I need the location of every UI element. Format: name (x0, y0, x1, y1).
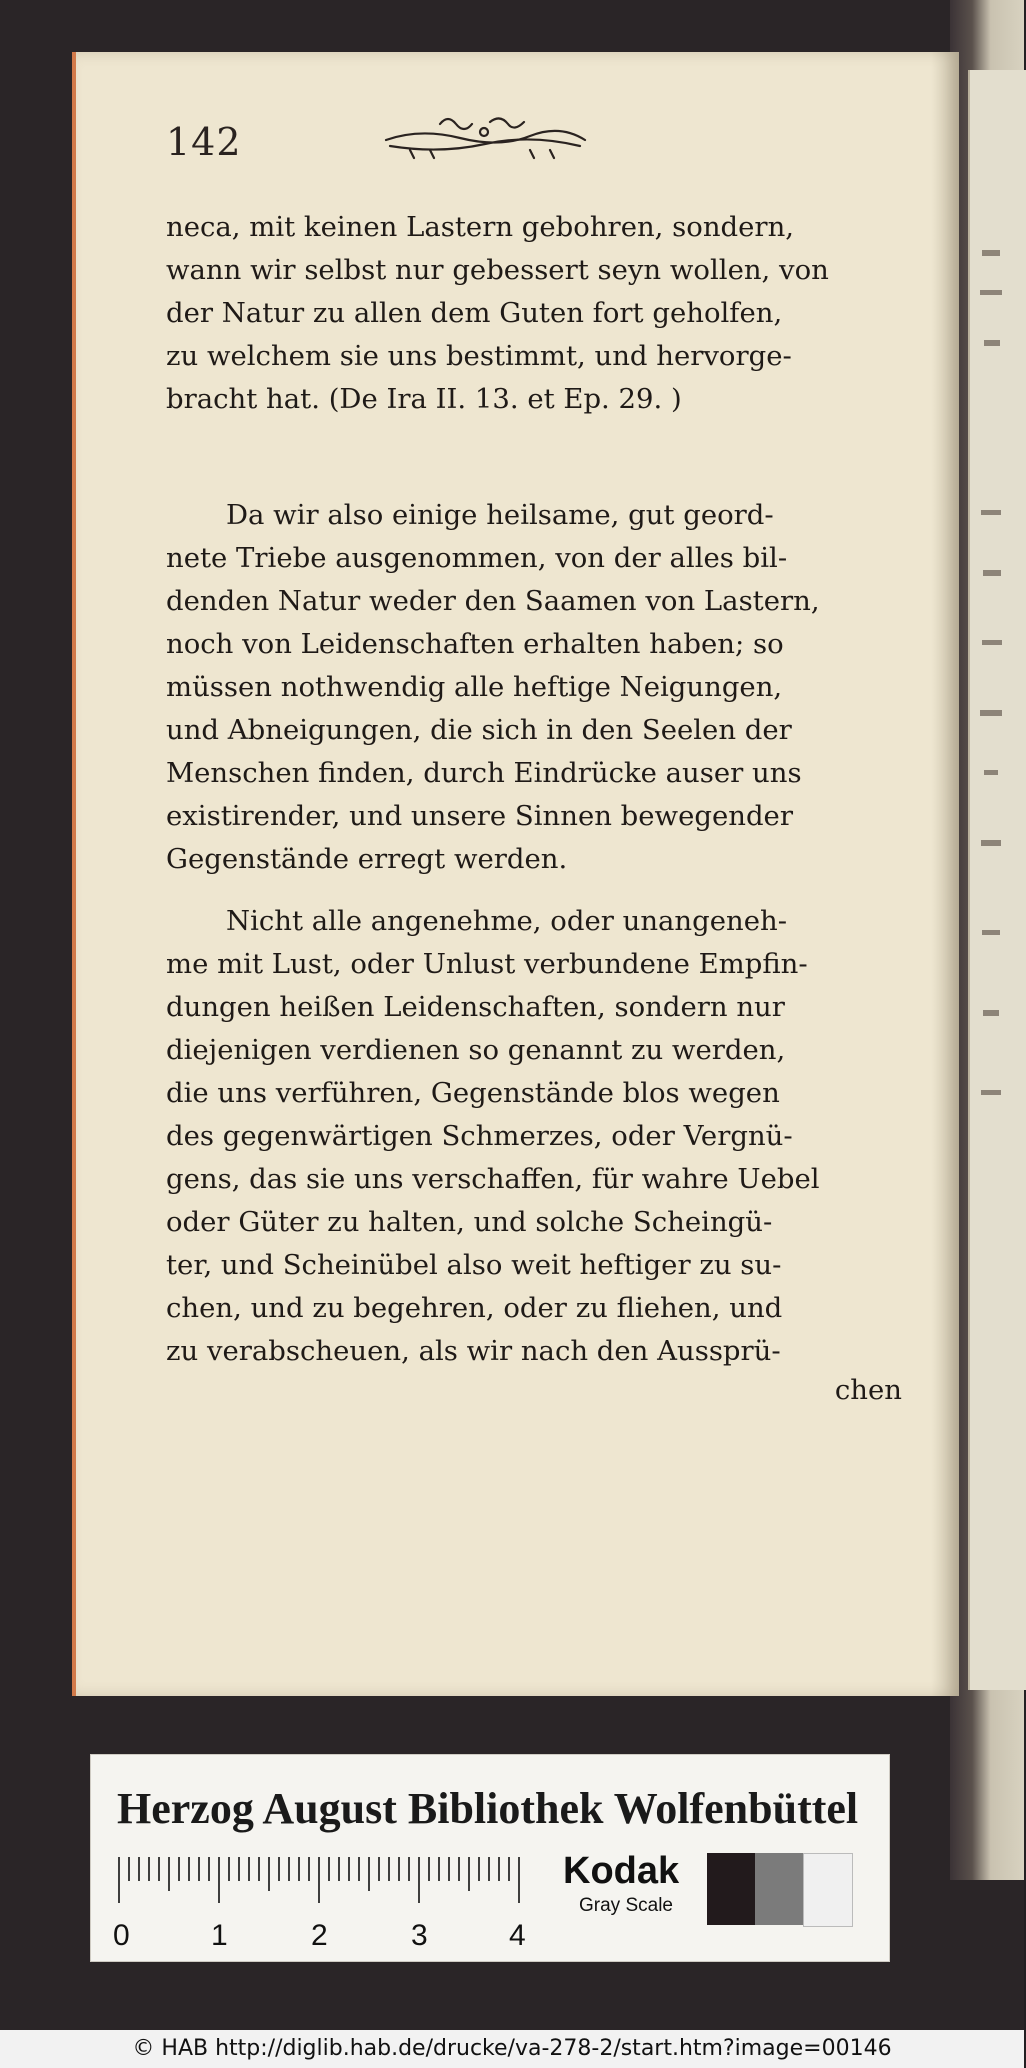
library-name: Herzog August Bibliothek Wolfenbüttel (117, 1784, 859, 1833)
catchword: chen (834, 1374, 902, 1406)
text-line: diejenigen verdienen so genannt zu werden, (166, 1034, 786, 1066)
text-line: gens, das sie uns verschaffen, für wahre Uebel (166, 1163, 820, 1195)
text-line: chen, und zu begehren, oder zu fliehen, und (166, 1292, 783, 1324)
swatch-gray (755, 1853, 803, 1925)
kodak-logo: Kodak (563, 1850, 680, 1892)
text-line: me mit Lust, oder Unlust verbundene Empfin- (166, 948, 808, 980)
header-ornament-icon (380, 110, 590, 162)
swatch-black (707, 1853, 755, 1925)
color-target-card (90, 1754, 890, 1962)
text-line: zu welchem sie uns bestimmt, und hervorge- (166, 340, 792, 372)
paragraph-2 (166, 494, 902, 881)
adjacent-page-strip (968, 70, 1026, 1690)
ruler-number-2: 2 (311, 1919, 328, 1952)
text-line: wann wir selbst nur gebessert seyn wollen, von (166, 254, 829, 286)
text-line: des gegenwärtigen Schmerzes, oder Vergnü- (166, 1120, 793, 1152)
text-line: zu verabscheuen, als wir nach den Aussprü- (166, 1335, 781, 1367)
credit-footer: © HAB http://diglib.hab.de/drucke/va-278-2/start.htm?image=00146 (0, 2030, 1024, 2068)
text-line: ter, und Scheinübel also weit heftiger zu su- (166, 1249, 782, 1281)
paragraph-3 (166, 900, 902, 1373)
text-line: Da wir also einige heilsame, gut geord- (226, 499, 774, 531)
swatch-white (803, 1853, 853, 1927)
text-line: nete Triebe ausgenommen, von der alles bil- (166, 542, 788, 574)
ruler-ticks (119, 1857, 519, 1903)
gray-scale-label: Gray Scale (579, 1895, 673, 1916)
text-line: Menschen finden, durch Eindrücke auser uns (166, 757, 802, 789)
page-number: 142 (166, 120, 242, 164)
text-line: dungen heißen Leidenschaften, sondern nur (166, 991, 785, 1023)
text-line: der Natur zu allen dem Guten fort geholfen, (166, 297, 783, 329)
text-line: Nicht alle angenehme, oder unangeneh- (226, 905, 787, 937)
text-line: und Abneigungen, die sich in den Seelen der (166, 714, 792, 746)
ruler-number-1: 1 (211, 1919, 228, 1952)
paragraph-1 (166, 206, 902, 421)
text-line: denden Natur weder den Saamen von Lastern, (166, 585, 820, 617)
ruler-number-0: 0 (113, 1919, 130, 1952)
bleed-through-marks (978, 250, 1012, 1450)
measurement-ruler (115, 1853, 535, 1953)
text-line: oder Güter zu halten, und solche Scheingü- (166, 1206, 773, 1238)
text-line: Gegenstände erregt werden. (166, 843, 568, 875)
text-line: noch von Leidenschaften erhalten haben; so (166, 628, 784, 660)
ruler-number-4: 4 (509, 1919, 526, 1952)
text-line: müssen nothwendig alle heftige Neigungen, (166, 671, 783, 703)
text-line: neca, mit keinen Lastern gebohren, sondern, (166, 211, 795, 243)
text-line: bracht hat. (De Ira II. 13. et Ep. 29. ) (166, 383, 682, 415)
ruler-number-3: 3 (411, 1919, 428, 1952)
text-line: existirender, und unsere Sinnen bewegender (166, 800, 793, 832)
text-line: die uns verführen, Gegenstände blos wegen (166, 1077, 780, 1109)
gutter-shadow (931, 52, 959, 1696)
